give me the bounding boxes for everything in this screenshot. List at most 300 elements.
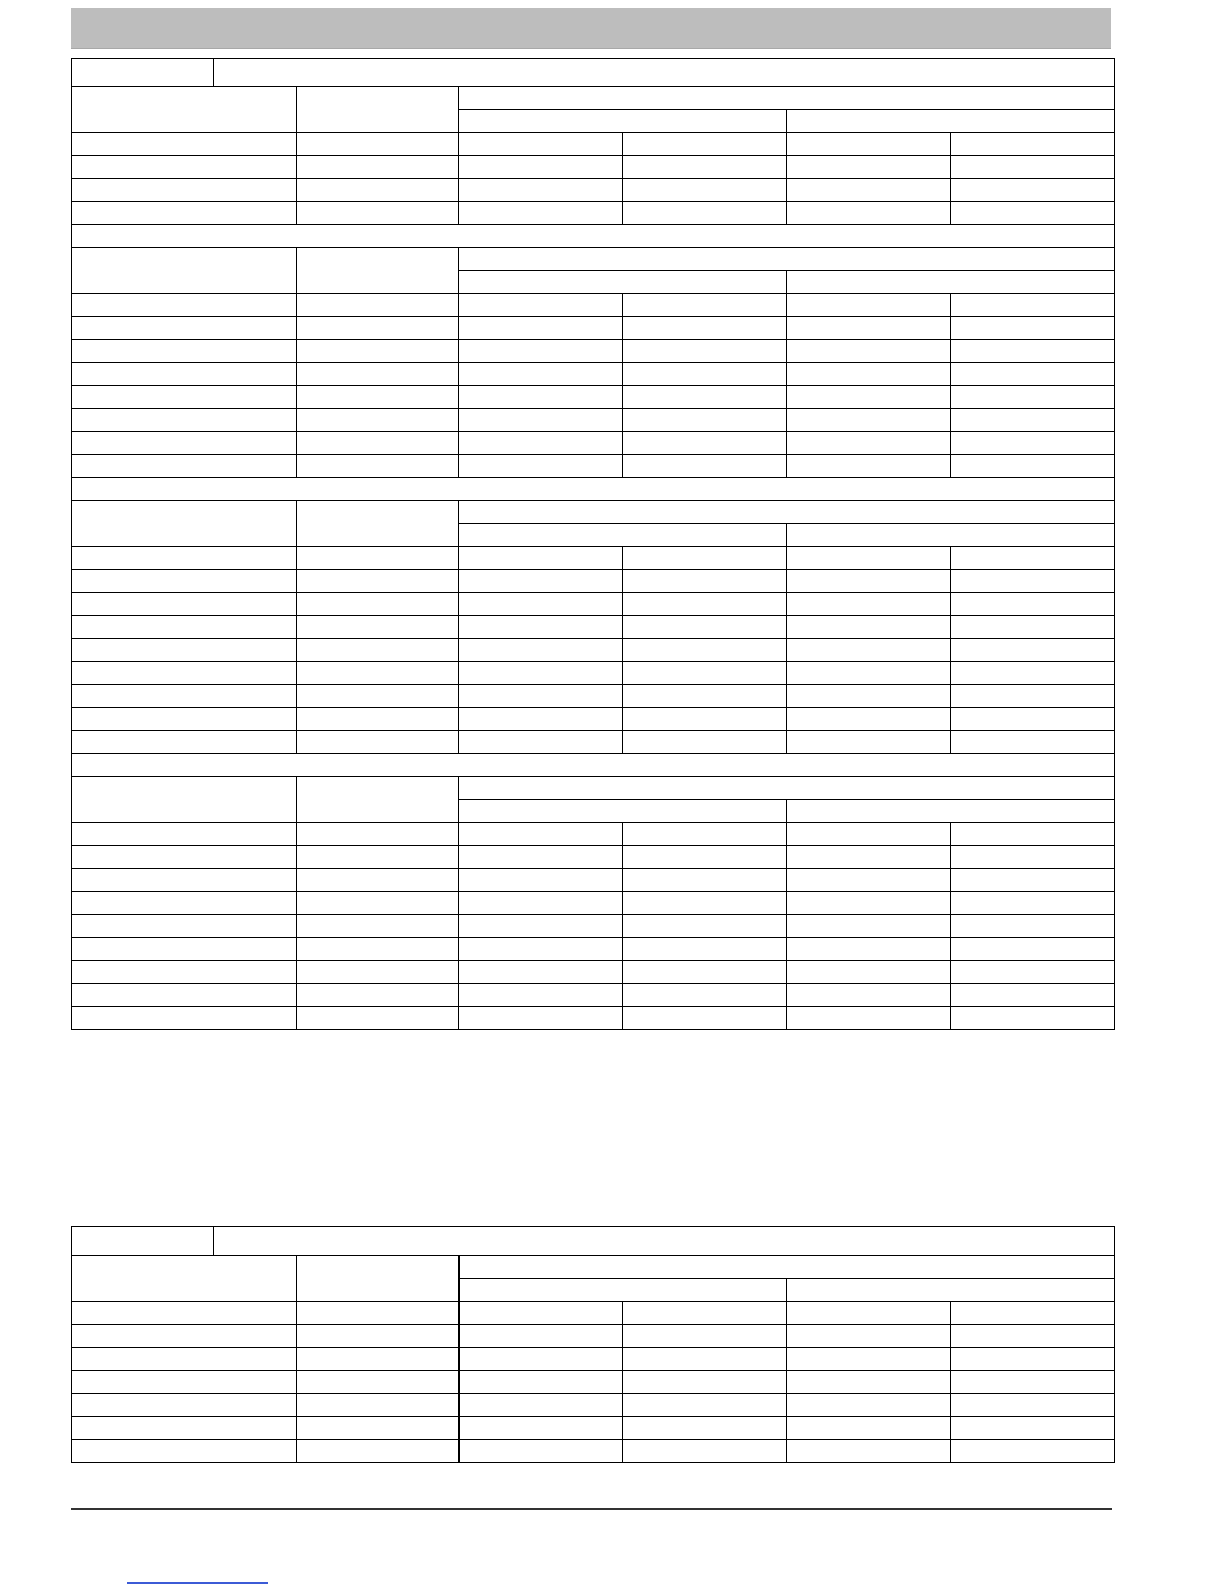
table-caption-row bbox=[72, 59, 1115, 87]
table-row bbox=[72, 1417, 1115, 1440]
value-cell bbox=[623, 616, 787, 639]
value-cell bbox=[951, 386, 1115, 409]
value-cell bbox=[623, 685, 787, 708]
unit-cell bbox=[297, 432, 459, 455]
unit-cell bbox=[297, 639, 459, 662]
subgroup-header-b bbox=[787, 110, 1115, 133]
value-cell bbox=[623, 179, 787, 202]
value-cell bbox=[623, 202, 787, 225]
value-cell bbox=[951, 593, 1115, 616]
value-cell bbox=[623, 432, 787, 455]
value-cell bbox=[951, 1348, 1115, 1371]
value-cell bbox=[459, 570, 623, 593]
value-cell bbox=[787, 846, 951, 869]
value-cell bbox=[787, 409, 951, 432]
value-cell bbox=[951, 202, 1115, 225]
value-cell bbox=[951, 547, 1115, 570]
value-cell bbox=[951, 731, 1115, 754]
table-header-row bbox=[72, 777, 1115, 800]
row-label-cell bbox=[72, 616, 297, 639]
row-label-cell bbox=[72, 570, 297, 593]
row-label-header bbox=[72, 248, 297, 294]
row-label-cell bbox=[72, 202, 297, 225]
value-cell bbox=[951, 409, 1115, 432]
row-label-header bbox=[72, 1256, 297, 1302]
value-cell bbox=[459, 1302, 623, 1325]
unit-cell bbox=[297, 731, 459, 754]
value-cell bbox=[459, 363, 623, 386]
data-table-1 bbox=[71, 58, 1115, 1030]
value-cell bbox=[623, 915, 787, 938]
subgroup-header-b bbox=[787, 1279, 1115, 1302]
value-cell bbox=[787, 1348, 951, 1371]
row-label-cell bbox=[72, 179, 297, 202]
table-row bbox=[72, 892, 1115, 915]
value-cell bbox=[787, 1417, 951, 1440]
row-label-cell bbox=[72, 984, 297, 1007]
value-cell bbox=[787, 869, 951, 892]
unit-cell bbox=[297, 1440, 459, 1463]
value-cell bbox=[623, 731, 787, 754]
unit-cell bbox=[297, 570, 459, 593]
table-row bbox=[72, 386, 1115, 409]
value-cell bbox=[787, 961, 951, 984]
value-cell bbox=[623, 1302, 787, 1325]
row-label-cell bbox=[72, 685, 297, 708]
value-cell bbox=[459, 915, 623, 938]
table-row bbox=[72, 662, 1115, 685]
row-label-cell bbox=[72, 409, 297, 432]
table-row bbox=[72, 685, 1115, 708]
unit-cell bbox=[297, 363, 459, 386]
value-cell bbox=[459, 1371, 623, 1394]
section-title bbox=[72, 225, 1115, 248]
unit-cell bbox=[297, 386, 459, 409]
row-label-cell bbox=[72, 662, 297, 685]
table-row bbox=[72, 823, 1115, 846]
table-header-row bbox=[72, 87, 1115, 110]
table-caption-text bbox=[214, 59, 1115, 87]
unit-header bbox=[297, 501, 459, 547]
value-cell bbox=[459, 409, 623, 432]
value-cell bbox=[951, 1440, 1115, 1463]
row-label-header bbox=[72, 501, 297, 547]
value-cell bbox=[787, 432, 951, 455]
subgroup-header-b bbox=[787, 524, 1115, 547]
unit-cell bbox=[297, 409, 459, 432]
value-cell bbox=[459, 708, 623, 731]
unit-cell bbox=[297, 984, 459, 1007]
value-cell bbox=[787, 892, 951, 915]
row-label-cell bbox=[72, 846, 297, 869]
table-row bbox=[72, 547, 1115, 570]
table-row bbox=[72, 1394, 1115, 1417]
value-cell bbox=[951, 869, 1115, 892]
value-cell bbox=[787, 317, 951, 340]
value-cell bbox=[951, 363, 1115, 386]
value-cell bbox=[459, 202, 623, 225]
value-cell bbox=[787, 984, 951, 1007]
value-cell bbox=[623, 1348, 787, 1371]
value-cell bbox=[787, 156, 951, 179]
subgroup-header-b bbox=[787, 271, 1115, 294]
row-label-cell bbox=[72, 731, 297, 754]
row-label-cell bbox=[72, 1440, 297, 1463]
value-cell bbox=[623, 317, 787, 340]
value-cell bbox=[459, 984, 623, 1007]
value-cell bbox=[459, 1417, 623, 1440]
unit-cell bbox=[297, 1325, 459, 1348]
table-header-row bbox=[72, 1256, 1115, 1279]
row-label-cell bbox=[72, 915, 297, 938]
row-label-cell bbox=[72, 593, 297, 616]
value-cell bbox=[623, 340, 787, 363]
value-cell bbox=[459, 432, 623, 455]
unit-cell bbox=[297, 1007, 459, 1030]
value-cell bbox=[787, 938, 951, 961]
value-cell bbox=[459, 340, 623, 363]
subgroup-header-a bbox=[459, 110, 787, 133]
value-cell bbox=[787, 340, 951, 363]
value-cell bbox=[951, 317, 1115, 340]
value-cell bbox=[787, 731, 951, 754]
value-cell bbox=[623, 593, 787, 616]
value-cell bbox=[459, 731, 623, 754]
value-cell bbox=[787, 1394, 951, 1417]
unit-cell bbox=[297, 616, 459, 639]
table-row bbox=[72, 616, 1115, 639]
table-caption-label bbox=[72, 1227, 214, 1256]
value-cell bbox=[623, 547, 787, 570]
value-cell bbox=[459, 547, 623, 570]
value-cell bbox=[459, 455, 623, 478]
value-cell bbox=[459, 179, 623, 202]
value-cell bbox=[951, 294, 1115, 317]
value-cell bbox=[787, 1371, 951, 1394]
value-cell bbox=[787, 593, 951, 616]
unit-cell bbox=[297, 455, 459, 478]
value-cell bbox=[623, 1417, 787, 1440]
unit-header bbox=[297, 248, 459, 294]
table-row bbox=[72, 731, 1115, 754]
row-label-cell bbox=[72, 432, 297, 455]
row-label-cell bbox=[72, 363, 297, 386]
value-cell bbox=[951, 1371, 1115, 1394]
value-cell bbox=[459, 1007, 623, 1030]
value-cell bbox=[787, 662, 951, 685]
unit-cell bbox=[297, 846, 459, 869]
row-label-cell bbox=[72, 1417, 297, 1440]
row-label-cell bbox=[72, 961, 297, 984]
value-cell bbox=[623, 570, 787, 593]
value-cell bbox=[459, 892, 623, 915]
table-row bbox=[72, 1371, 1115, 1394]
table-row bbox=[72, 409, 1115, 432]
page-header-bar bbox=[71, 8, 1111, 49]
data-table-2-body bbox=[72, 1227, 1115, 1463]
section-title bbox=[72, 754, 1115, 777]
row-label-cell bbox=[72, 869, 297, 892]
table-row bbox=[72, 846, 1115, 869]
value-cell bbox=[951, 179, 1115, 202]
table-row bbox=[72, 1007, 1115, 1030]
table-row bbox=[72, 202, 1115, 225]
value-cell bbox=[787, 1007, 951, 1030]
value-cell bbox=[459, 823, 623, 846]
value-cell bbox=[951, 708, 1115, 731]
unit-cell bbox=[297, 915, 459, 938]
row-label-cell bbox=[72, 1371, 297, 1394]
row-label-cell bbox=[72, 317, 297, 340]
table-caption-label bbox=[72, 59, 214, 87]
unit-cell bbox=[297, 892, 459, 915]
value-cell bbox=[623, 1325, 787, 1348]
value-cell bbox=[787, 202, 951, 225]
unit-cell bbox=[297, 823, 459, 846]
value-cell bbox=[951, 616, 1115, 639]
unit-cell bbox=[297, 179, 459, 202]
table-row bbox=[72, 1302, 1115, 1325]
subgroup-header-a bbox=[459, 800, 787, 823]
value-cell bbox=[787, 1440, 951, 1463]
value-cell bbox=[787, 386, 951, 409]
value-cell bbox=[787, 616, 951, 639]
unit-cell bbox=[297, 1302, 459, 1325]
table-row bbox=[72, 1325, 1115, 1348]
value-cell bbox=[951, 432, 1115, 455]
value-cell bbox=[623, 1007, 787, 1030]
unit-cell bbox=[297, 685, 459, 708]
table-row bbox=[72, 133, 1115, 156]
value-cell bbox=[787, 1302, 951, 1325]
unit-cell bbox=[297, 961, 459, 984]
value-cell bbox=[623, 823, 787, 846]
value-cell bbox=[459, 938, 623, 961]
value-cell bbox=[951, 984, 1115, 1007]
value-cell bbox=[623, 1371, 787, 1394]
data-table-1-body bbox=[72, 59, 1115, 1030]
value-cell bbox=[951, 1007, 1115, 1030]
unit-header bbox=[297, 87, 459, 133]
value-cell bbox=[459, 616, 623, 639]
value-cell bbox=[787, 1325, 951, 1348]
table-row bbox=[72, 294, 1115, 317]
value-cell bbox=[623, 984, 787, 1007]
value-cell bbox=[459, 685, 623, 708]
value-cell bbox=[623, 892, 787, 915]
row-label-cell bbox=[72, 1348, 297, 1371]
value-cell bbox=[951, 1417, 1115, 1440]
value-cell bbox=[623, 455, 787, 478]
row-label-cell bbox=[72, 455, 297, 478]
section-row bbox=[72, 754, 1115, 777]
value-cell bbox=[951, 156, 1115, 179]
table-header-row bbox=[72, 248, 1115, 271]
data-table-2 bbox=[71, 1226, 1115, 1463]
unit-cell bbox=[297, 156, 459, 179]
table-row bbox=[72, 570, 1115, 593]
group-header bbox=[459, 501, 1115, 524]
table-row bbox=[72, 1440, 1115, 1463]
value-cell bbox=[951, 662, 1115, 685]
value-cell bbox=[459, 133, 623, 156]
value-cell bbox=[623, 363, 787, 386]
value-cell bbox=[787, 133, 951, 156]
table-header-row bbox=[72, 501, 1115, 524]
row-label-cell bbox=[72, 639, 297, 662]
value-cell bbox=[459, 317, 623, 340]
value-cell bbox=[459, 846, 623, 869]
value-cell bbox=[951, 892, 1115, 915]
section-row bbox=[72, 478, 1115, 501]
value-cell bbox=[951, 685, 1115, 708]
value-cell bbox=[787, 294, 951, 317]
unit-cell bbox=[297, 1394, 459, 1417]
footer-divider bbox=[71, 1508, 1112, 1510]
row-label-cell bbox=[72, 708, 297, 731]
value-cell bbox=[951, 340, 1115, 363]
value-cell bbox=[459, 1325, 623, 1348]
table-row bbox=[72, 1348, 1115, 1371]
unit-cell bbox=[297, 662, 459, 685]
table-caption-text bbox=[214, 1227, 1115, 1256]
unit-cell bbox=[297, 317, 459, 340]
value-cell bbox=[787, 708, 951, 731]
value-cell bbox=[623, 846, 787, 869]
table-row bbox=[72, 179, 1115, 202]
table-row bbox=[72, 156, 1115, 179]
value-cell bbox=[951, 639, 1115, 662]
table-row bbox=[72, 938, 1115, 961]
group-header bbox=[459, 248, 1115, 271]
value-cell bbox=[623, 1440, 787, 1463]
table-row bbox=[72, 432, 1115, 455]
value-cell bbox=[787, 179, 951, 202]
value-cell bbox=[623, 938, 787, 961]
subgroup-header-b bbox=[787, 800, 1115, 823]
table-row bbox=[72, 593, 1115, 616]
row-label-cell bbox=[72, 547, 297, 570]
row-label-cell bbox=[72, 823, 297, 846]
value-cell bbox=[951, 1325, 1115, 1348]
value-cell bbox=[459, 294, 623, 317]
value-cell bbox=[459, 1394, 623, 1417]
row-label-cell bbox=[72, 156, 297, 179]
row-label-cell bbox=[72, 938, 297, 961]
row-label-cell bbox=[72, 386, 297, 409]
value-cell bbox=[951, 846, 1115, 869]
subgroup-header-a bbox=[459, 1279, 787, 1302]
row-label-cell bbox=[72, 133, 297, 156]
value-cell bbox=[951, 133, 1115, 156]
table-row bbox=[72, 639, 1115, 662]
value-cell bbox=[459, 961, 623, 984]
value-cell bbox=[623, 294, 787, 317]
unit-cell bbox=[297, 593, 459, 616]
group-header bbox=[459, 777, 1115, 800]
value-cell bbox=[459, 386, 623, 409]
unit-cell bbox=[297, 294, 459, 317]
row-label-cell bbox=[72, 1302, 297, 1325]
value-cell bbox=[951, 961, 1115, 984]
table-row bbox=[72, 984, 1115, 1007]
table-row bbox=[72, 869, 1115, 892]
unit-cell bbox=[297, 1417, 459, 1440]
value-cell bbox=[787, 547, 951, 570]
group-header bbox=[459, 1256, 1115, 1279]
value-cell bbox=[623, 639, 787, 662]
row-label-cell bbox=[72, 892, 297, 915]
unit-cell bbox=[297, 202, 459, 225]
value-cell bbox=[459, 156, 623, 179]
value-cell bbox=[459, 639, 623, 662]
value-cell bbox=[459, 662, 623, 685]
unit-cell bbox=[297, 1348, 459, 1371]
subgroup-header-a bbox=[459, 524, 787, 547]
unit-cell bbox=[297, 547, 459, 570]
table-row bbox=[72, 455, 1115, 478]
unit-cell bbox=[297, 1371, 459, 1394]
row-label-header bbox=[72, 87, 297, 133]
value-cell bbox=[623, 156, 787, 179]
value-cell bbox=[623, 1394, 787, 1417]
table-row bbox=[72, 708, 1115, 731]
unit-cell bbox=[297, 133, 459, 156]
value-cell bbox=[459, 1440, 623, 1463]
value-cell bbox=[787, 639, 951, 662]
section-title bbox=[72, 478, 1115, 501]
unit-cell bbox=[297, 708, 459, 731]
value-cell bbox=[459, 593, 623, 616]
value-cell bbox=[623, 961, 787, 984]
value-cell bbox=[787, 685, 951, 708]
value-cell bbox=[951, 1302, 1115, 1325]
value-cell bbox=[623, 133, 787, 156]
value-cell bbox=[951, 938, 1115, 961]
value-cell bbox=[623, 869, 787, 892]
value-cell bbox=[623, 662, 787, 685]
value-cell bbox=[787, 570, 951, 593]
unit-header bbox=[297, 777, 459, 823]
table-row bbox=[72, 915, 1115, 938]
row-label-header bbox=[72, 777, 297, 823]
row-label-cell bbox=[72, 294, 297, 317]
value-cell bbox=[623, 409, 787, 432]
unit-cell bbox=[297, 938, 459, 961]
row-label-cell bbox=[72, 1394, 297, 1417]
subgroup-header-a bbox=[459, 271, 787, 294]
row-label-cell bbox=[72, 340, 297, 363]
table-row bbox=[72, 961, 1115, 984]
value-cell bbox=[951, 823, 1115, 846]
value-cell bbox=[787, 363, 951, 386]
value-cell bbox=[459, 869, 623, 892]
row-label-cell bbox=[72, 1007, 297, 1030]
row-label-cell bbox=[72, 1325, 297, 1348]
table-row bbox=[72, 317, 1115, 340]
value-cell bbox=[459, 1348, 623, 1371]
value-cell bbox=[623, 386, 787, 409]
section-row bbox=[72, 225, 1115, 248]
value-cell bbox=[951, 455, 1115, 478]
value-cell bbox=[623, 708, 787, 731]
value-cell bbox=[951, 915, 1115, 938]
unit-cell bbox=[297, 340, 459, 363]
unit-cell bbox=[297, 869, 459, 892]
value-cell bbox=[787, 455, 951, 478]
unit-header bbox=[297, 1256, 459, 1302]
table-row bbox=[72, 363, 1115, 386]
